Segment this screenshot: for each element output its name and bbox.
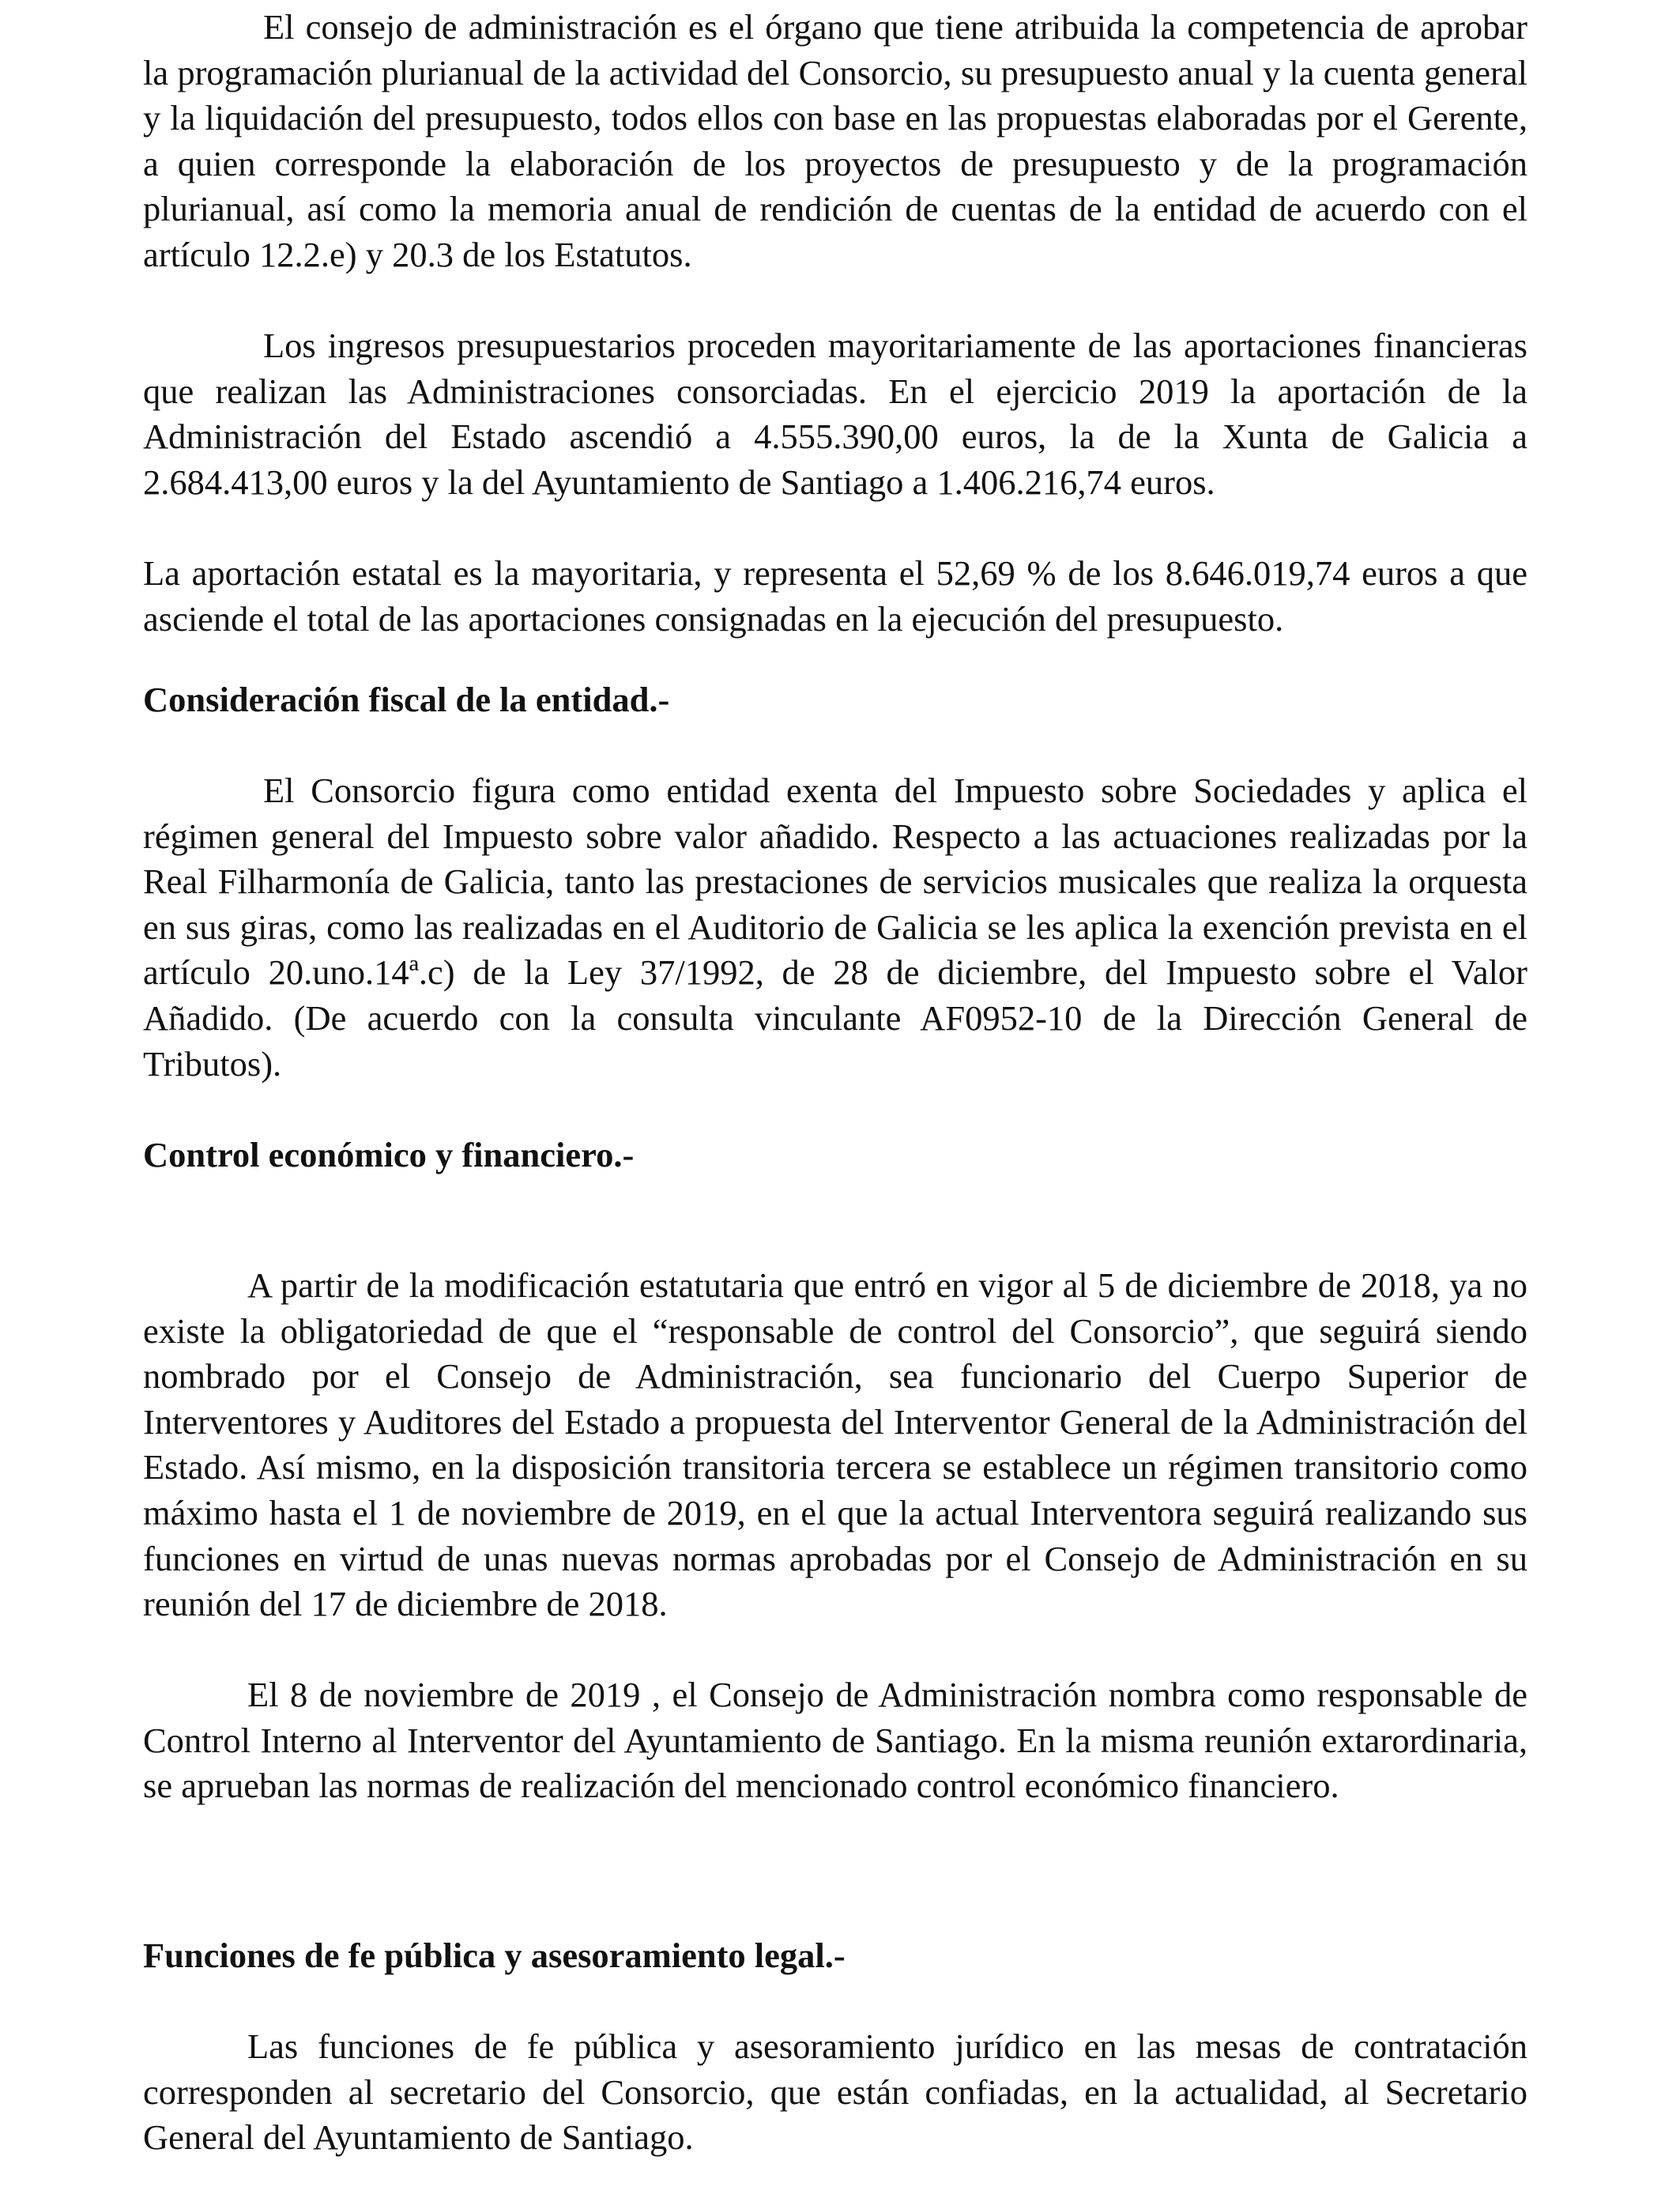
paragraph-ingresos-presupuestarios: Los ingresos presupuestarios proceden mayoritariamente de las aportaciones financieras que realizan las Administraciones consorciadas. En el ejercicio 2019 la aportación de la Administración del Estado ascendió a 4.555.390,00 euros, la de la Xunta de Galicia a 2.684.413,00 euros y la del Ayuntamiento de Santiago a 1.406.216,74 euros. [143,326,1527,502]
paragraph-consejo-administracion: El consejo de administración es el órgano que tiene atribuida la competencia de aprobar la programación plurianual de la actividad del Consorcio, su presupuesto anual y la cuenta general y la liquidación del presupuesto, todos ellos con base en las propuestas elaboradas por el Gerente, a quien corresponde la elaboración de los proyectos de presupuesto y de la programación plurianual, así como la memoria anual de rendición de cuentas de la entidad de acuerdo con el artículo 12.2.e) y 20.3 de los Estatutos. [143,7,1527,274]
paragraph-funciones-fe-publica: Las funciones de fe pública y asesoramiento jurídico en las mesas de contratación corresponden al secretario del Consorcio, que están confiadas, en la actualidad, al Secretario General del Ayuntamiento de Santiago. [143,2026,1527,2158]
paragraph-consideracion-fiscal: El Consorcio figura como entidad exenta del Impuesto sobre Sociedades y aplica el régimen general del Impuesto sobre valor añadido. Respecto a las actuaciones realizadas por la Real Filharmonía de Galicia, tanto las prestaciones de servicios musicales que realiza la orquesta en sus giras, como las realizadas en el Auditorio de Galicia se les aplica la exención prevista en el artículo 20.uno.14ª.c) de la Ley 37/1992, de 28 de diciembre, del Impuesto sobre el Valor Añadido. (De acuerdo con la consulta vinculante AF0952-10 de la Dirección General de Tributos). [143,771,1527,1084]
paragraph-aportacion-estatal: La aportación estatal es la mayoritaria, y representa el 52,69 % de los 8.646.019,74 euros a que asciende el total de las aportaciones consignadas en la ejecución del presupuesto. [143,553,1527,639]
heading-funciones-fe-publica: Funciones de fe pública y asesoramiento legal.- [143,1936,846,1975]
heading-consideracion-fiscal: Consideración fiscal de la entidad.- [143,680,670,719]
paragraph-modificacion-estatutaria: A partir de la modificación estatutaria que entró en vigor al 5 de diciembre de 2018, ya no existe la obligatoriedad de que el “responsable de control del Consorcio”, que seguirá siendo nombrado por el Consejo de Administración, sea funcionario del Cuerpo Superior de Interventores y Auditores del Estado a propuesta del Interventor General de la Administración del Estado. Así mismo, en la disposición transitoria tercera se establece un régimen transitorio como máximo hasta el 1 de noviembre de 2019, en el que la actual Interventora seguirá realizando sus funciones en virtud de unas nuevas normas aprobadas por el Consejo de Administración en su reunión del 17 de diciembre de 2018. [143,1265,1527,1624]
paragraph-nombramiento-control: El 8 de noviembre de 2019 , el Consejo de Administración nombra como responsable de Control Interno al Interventor del Ayuntamiento de Santiago. En la misma reunión extarordinaria, se aprueban las normas de realización del mencionado control económico financiero. [143,1675,1527,1806]
heading-control-economico: Control económico y financiero.- [143,1135,635,1174]
